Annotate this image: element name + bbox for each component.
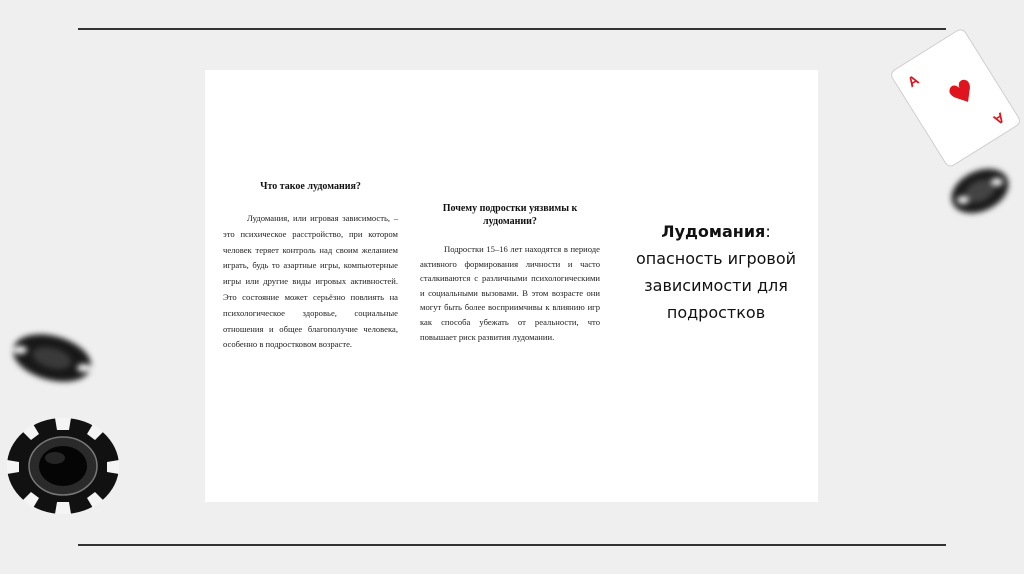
- slide-title: [625, 218, 807, 326]
- why-teens-text: Подростки 15–16 лет находятся в периоде активного формирования личности и часто сталкиваются с различными психологическими и социальными вызовами. В этом возрасте они могут быть более восприимчивы к влиянию игр как способа убежать от реальности, что повышает риск развития лудомании.: [420, 244, 600, 342]
- column-what-is: [223, 180, 398, 353]
- poker-chip-icon: [4, 414, 122, 518]
- why-teens-heading: Почему подростки уязвимы к лудомании?: [442, 203, 578, 227]
- top-divider: [78, 28, 946, 30]
- poker-chip-icon: [945, 160, 1015, 222]
- card-suit-center: ♥: [942, 71, 984, 116]
- card-rank-bottom: A: [990, 109, 1008, 129]
- playing-card-icon: [890, 22, 1020, 172]
- slide-content: [205, 70, 818, 502]
- what-is-heading: Что такое лудомания?: [260, 181, 361, 192]
- slide-title-rest: : опасность игровой зависимости для подростков: [635, 222, 797, 322]
- slide-title-bold: Лудомания: [661, 222, 766, 241]
- column-title: [625, 218, 807, 326]
- what-is-text: Лудомания, или игровая зависимость, – это психическое расстройство, при котором человек теряет контроль над своим желанием играть, будь то азартные игры, компьютерные игры или другие виды игровых активностей. Это состояние может серьёзно повлиять на психологическое здоровье, социальные отношения и общее благополучие человека, особенно в подростковом возрасте.: [223, 213, 398, 350]
- card-rank-top: A: [904, 71, 922, 91]
- column-why-teens: [420, 202, 600, 344]
- poker-chip-icon: [6, 322, 98, 392]
- bottom-divider: [78, 544, 946, 546]
